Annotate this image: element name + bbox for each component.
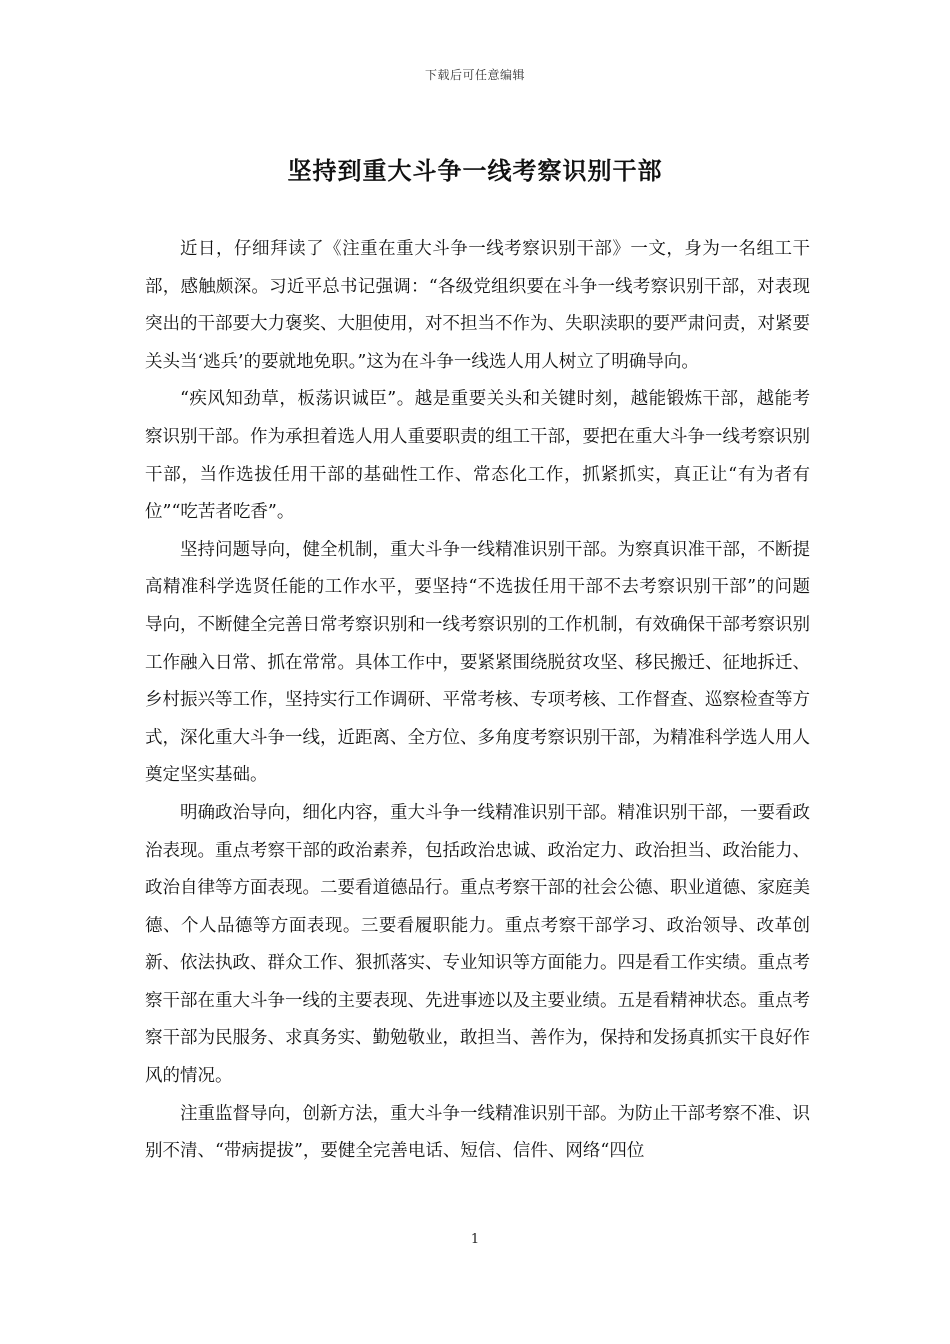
paragraph-5: 注重监督导向，创新方法，重大斗争一线精准识别干部。为防止干部考察不准、识别不清、“带病提拔”，要健全完善电话、短信、信件、网络“四位 <box>145 1103 810 1162</box>
document-body <box>145 231 810 1171</box>
paragraph-3: 坚持问题导向，健全机制，重大斗争一线精准识别干部。为察真识准干部，不断提高精准科学选贤任能的工作水平，要坚持“不选拔任用干部不去考察识别干部”的问题导向，不断健全完善日常考察识别和一线考察识别的工作机制，有效确保干部考察识别工作融入日常、抓在常常。具体工作中，要紧紧围绕脱贫攻坚、移民搬迁、征地拆迁、乡村振兴等工作，坚持实行工作调研、平常考核、专项考核、工作督查、巡察检查等方式，深化重大斗争一线，近距离、全方位、多角度考察识别干部，为精准科学选人用人奠定坚实基础。 <box>145 539 810 786</box>
document-title: 坚持到重大斗争一线考察识别干部 <box>287 156 663 185</box>
header-note: 下载后可任意编辑 <box>424 68 525 82</box>
paragraph-4: 明确政治导向，细化内容，重大斗争一线精准识别干部。精准识别干部，一要看政治表现。重点考察干部的政治素养，包括政治忠诚、政治定力、政治担当、政治能力、政治自律等方面表现。二要看道德品行。重点考察干部的社会公德、职业道德、家庭美德、个人品德等方面表现。三要看履职能力。重点考察干部学习、政治领导、改革创新、依法执政、群众工作、狠抓落实、专业知识等方面能力。四是看工作实绩。重点考察干部在重大斗争一线的主要表现、先进事迹以及主要业绩。五是看精神状态。重点考察干部为民服务、求真务实、勤勉敬业，敢担当、善作为，保持和发扬真抓实干良好作风的情况。 <box>145 802 810 1087</box>
paragraph-1: 近日，仔细拜读了《注重在重大斗争一线考察识别干部》一文，身为一名组工干部，感触颇深。习近平总书记强调：“各级党组织要在斗争一线考察识别干部，对表现突出的干部要大力褒奖、大胆使用，对不担当不作为、失职渎职的要严肃问责，对紧要关头当‘逃兵’的要就地免职。”这为在斗争一线选人用人树立了明确导向。 <box>145 239 810 372</box>
page-number: 1 <box>470 1232 480 1247</box>
paragraph-2: “疾风知劲草，板荡识诚臣”。越是重要关头和关键时刻，越能锻炼干部，越能考察识别干部。作为承担着选人用人重要职责的组工干部，要把在重大斗争一线考察识别干部，当作选拔任用干部的基础性工作、常态化工作，抓紧抓实，真正让“有为者有位”“吃苦者吃香”。 <box>145 389 810 523</box>
